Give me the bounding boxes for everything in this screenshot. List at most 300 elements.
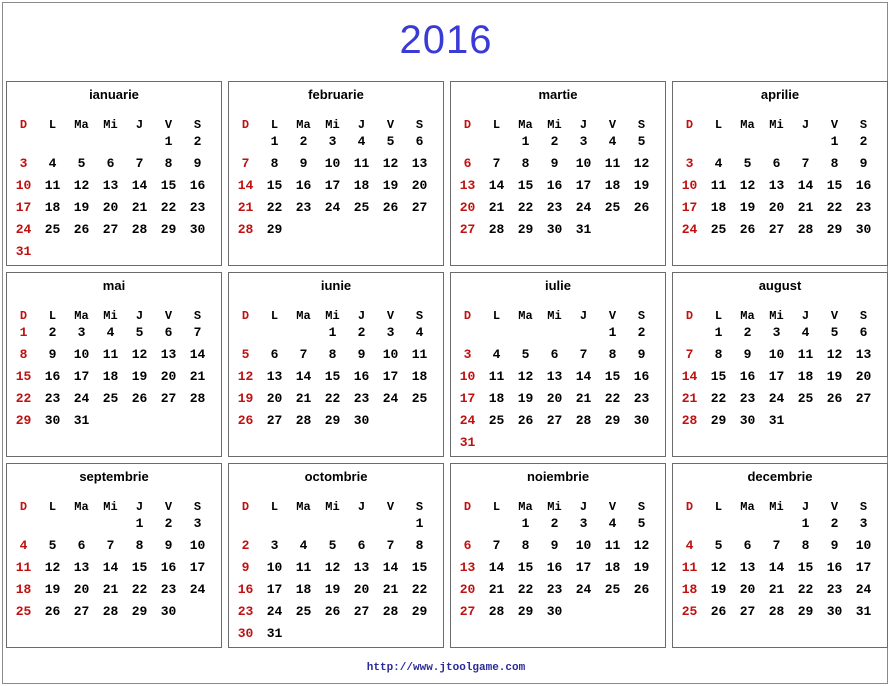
day-cell: 26 xyxy=(633,200,650,215)
weekday-header: J xyxy=(135,500,144,514)
day-cell: 19 xyxy=(131,369,148,384)
day-cell: 6 xyxy=(743,538,752,553)
day-cell: 22 xyxy=(517,582,534,597)
weekday-header: L xyxy=(492,309,501,323)
day-cell: 16 xyxy=(160,560,177,575)
month-aprilie xyxy=(672,81,888,266)
day-cell: 20 xyxy=(160,369,177,384)
day-cell: 12 xyxy=(73,178,90,193)
day-cell: 1 xyxy=(714,325,723,340)
day-cell: 21 xyxy=(488,200,505,215)
weekday-header: S xyxy=(193,118,202,132)
weekday-header: L xyxy=(48,309,57,323)
day-cell: 8 xyxy=(328,347,337,362)
day-cell: 25 xyxy=(681,604,698,619)
day-cell: 20 xyxy=(102,200,119,215)
day-cell: 8 xyxy=(608,347,617,362)
weekday-header: Mi xyxy=(103,500,118,514)
day-cell: 20 xyxy=(546,391,563,406)
day-cell: 9 xyxy=(830,538,839,553)
day-cell: 22 xyxy=(797,582,814,597)
day-cell: 2 xyxy=(550,516,559,531)
day-cell: 9 xyxy=(550,538,559,553)
weekday-header: Mi xyxy=(103,118,118,132)
day-cell: 10 xyxy=(324,156,341,171)
day-cell: 13 xyxy=(855,347,872,362)
month-februarie xyxy=(228,81,444,266)
day-cell: 31 xyxy=(459,435,476,450)
weekday-header: D xyxy=(463,500,472,514)
day-cell: 18 xyxy=(604,178,621,193)
day-cell: 25 xyxy=(604,200,621,215)
day-cell: 25 xyxy=(604,582,621,597)
day-cell: 10 xyxy=(73,347,90,362)
day-cell: 3 xyxy=(685,156,694,171)
day-cell: 29 xyxy=(324,413,341,428)
day-cell: 29 xyxy=(826,222,843,237)
day-cell: 16 xyxy=(546,178,563,193)
weekday-header: Mi xyxy=(769,309,784,323)
day-cell: 2 xyxy=(193,134,202,149)
month-name: octombrie xyxy=(304,469,368,484)
day-cell: 3 xyxy=(193,516,202,531)
day-cell: 11 xyxy=(411,347,428,362)
weekday-header: S xyxy=(637,309,646,323)
day-cell: 5 xyxy=(328,538,337,553)
day-cell: 13 xyxy=(768,178,785,193)
day-cell: 6 xyxy=(357,538,366,553)
day-cell: 4 xyxy=(714,156,723,171)
day-cell: 27 xyxy=(546,413,563,428)
day-cell: 18 xyxy=(681,582,698,597)
weekday-header: S xyxy=(415,118,424,132)
year-title: 2016 xyxy=(399,18,493,62)
weekday-header: S xyxy=(637,118,646,132)
day-cell: 8 xyxy=(714,347,723,362)
day-cell: 19 xyxy=(826,369,843,384)
day-cell: 15 xyxy=(411,560,428,575)
weekday-header: V xyxy=(608,500,617,514)
day-cell: 17 xyxy=(266,582,283,597)
day-cell: 3 xyxy=(328,134,337,149)
day-cell: 10 xyxy=(575,538,592,553)
day-cell: 17 xyxy=(855,560,872,575)
day-cell: 17 xyxy=(681,200,698,215)
day-cell: 4 xyxy=(608,134,617,149)
weekday-header: D xyxy=(241,500,250,514)
day-cell: 13 xyxy=(739,560,756,575)
day-cell: 1 xyxy=(521,516,530,531)
day-cell: 27 xyxy=(459,604,476,619)
day-cell: 20 xyxy=(266,391,283,406)
day-cell: 8 xyxy=(521,538,530,553)
day-cell: 26 xyxy=(382,200,399,215)
day-cell: 26 xyxy=(710,604,727,619)
weekday-header: L xyxy=(48,500,57,514)
day-cell: 14 xyxy=(102,560,119,575)
day-cell: 15 xyxy=(15,369,32,384)
day-cell: 28 xyxy=(237,222,254,237)
month-mai xyxy=(6,272,222,457)
day-cell: 5 xyxy=(743,156,752,171)
weekday-header: V xyxy=(386,309,395,323)
day-cell: 9 xyxy=(637,347,646,362)
month-name: februarie xyxy=(308,87,364,102)
day-cell: 7 xyxy=(772,538,781,553)
day-cell: 28 xyxy=(768,604,785,619)
day-cell: 11 xyxy=(102,347,119,362)
day-cell: 13 xyxy=(459,178,476,193)
day-cell: 21 xyxy=(382,582,399,597)
day-cell: 2 xyxy=(241,538,250,553)
weekday-header: J xyxy=(801,309,810,323)
month-name: ianuarie xyxy=(89,87,139,102)
weekday-header: Ma xyxy=(518,500,533,514)
day-cell: 17 xyxy=(73,369,90,384)
day-cell: 12 xyxy=(382,156,399,171)
day-cell: 24 xyxy=(459,413,476,428)
day-cell: 14 xyxy=(681,369,698,384)
day-cell: 23 xyxy=(633,391,650,406)
day-cell: 4 xyxy=(106,325,115,340)
day-cell: 18 xyxy=(710,200,727,215)
day-cell: 24 xyxy=(855,582,872,597)
day-cell: 21 xyxy=(295,391,312,406)
day-cell: 10 xyxy=(681,178,698,193)
day-cell: 15 xyxy=(604,369,621,384)
footer-link[interactable]: http://www.jtoolgame.com xyxy=(366,662,526,674)
weekday-header: Ma xyxy=(740,309,755,323)
day-cell: 26 xyxy=(131,391,148,406)
day-cell: 23 xyxy=(826,582,843,597)
day-cell: 2 xyxy=(830,516,839,531)
day-cell: 11 xyxy=(797,347,814,362)
day-cell: 7 xyxy=(135,156,144,171)
day-cell: 18 xyxy=(44,200,61,215)
day-cell: 10 xyxy=(382,347,399,362)
weekday-header: S xyxy=(415,309,424,323)
day-cell: 6 xyxy=(550,347,559,362)
day-cell: 1 xyxy=(164,134,173,149)
month-name: aprilie xyxy=(760,87,800,102)
weekday-header: L xyxy=(270,118,279,132)
day-cell: 26 xyxy=(739,222,756,237)
day-cell: 18 xyxy=(488,391,505,406)
day-cell: 18 xyxy=(15,582,32,597)
day-cell: 11 xyxy=(353,156,370,171)
day-cell: 6 xyxy=(859,325,868,340)
day-cell: 29 xyxy=(131,604,148,619)
day-cell: 9 xyxy=(743,347,752,362)
day-cell: 8 xyxy=(164,156,173,171)
day-cell: 29 xyxy=(517,604,534,619)
weekday-header: J xyxy=(135,118,144,132)
day-cell: 3 xyxy=(19,156,28,171)
weekday-header: S xyxy=(193,500,202,514)
day-cell: 7 xyxy=(801,156,810,171)
day-cell: 23 xyxy=(546,200,563,215)
day-cell: 27 xyxy=(266,413,283,428)
day-cell: 14 xyxy=(382,560,399,575)
weekday-header: Ma xyxy=(296,118,311,132)
day-cell: 22 xyxy=(710,391,727,406)
day-cell: 27 xyxy=(411,200,428,215)
day-cell: 28 xyxy=(797,222,814,237)
day-cell: 6 xyxy=(164,325,173,340)
day-cell: 29 xyxy=(710,413,727,428)
weekday-header: Mi xyxy=(547,118,562,132)
day-cell: 6 xyxy=(415,134,424,149)
day-cell: 5 xyxy=(637,516,646,531)
day-cell: 29 xyxy=(160,222,177,237)
weekday-header: J xyxy=(357,309,366,323)
day-cell: 1 xyxy=(135,516,144,531)
day-cell: 5 xyxy=(135,325,144,340)
day-cell: 14 xyxy=(488,178,505,193)
weekday-header: Ma xyxy=(518,118,533,132)
day-cell: 7 xyxy=(106,538,115,553)
day-cell: 14 xyxy=(768,560,785,575)
weekday-header: D xyxy=(463,309,472,323)
weekday-header: Mi xyxy=(547,309,562,323)
weekday-header: J xyxy=(579,118,588,132)
weekday-header: L xyxy=(48,118,57,132)
day-cell: 24 xyxy=(266,604,283,619)
day-cell: 28 xyxy=(295,413,312,428)
day-cell: 24 xyxy=(382,391,399,406)
day-cell: 3 xyxy=(859,516,868,531)
day-cell: 24 xyxy=(15,222,32,237)
day-cell: 4 xyxy=(608,516,617,531)
day-cell: 20 xyxy=(855,369,872,384)
weekday-header: D xyxy=(241,309,250,323)
day-cell: 4 xyxy=(357,134,366,149)
weekday-header: L xyxy=(270,309,279,323)
day-cell: 25 xyxy=(797,391,814,406)
day-cell: 16 xyxy=(826,560,843,575)
day-cell: 15 xyxy=(160,178,177,193)
day-cell: 12 xyxy=(826,347,843,362)
day-cell: 25 xyxy=(710,222,727,237)
weekday-header: D xyxy=(241,118,250,132)
day-cell: 2 xyxy=(859,134,868,149)
day-cell: 13 xyxy=(353,560,370,575)
day-cell: 18 xyxy=(604,560,621,575)
day-cell: 5 xyxy=(48,538,57,553)
day-cell: 22 xyxy=(131,582,148,597)
day-cell: 31 xyxy=(266,626,283,641)
weekday-header: V xyxy=(830,309,839,323)
day-cell: 12 xyxy=(739,178,756,193)
weekday-header: L xyxy=(714,500,723,514)
day-cell: 22 xyxy=(15,391,32,406)
weekday-header: V xyxy=(830,118,839,132)
weekday-header: L xyxy=(714,118,723,132)
weekday-header: D xyxy=(685,309,694,323)
day-cell: 12 xyxy=(131,347,148,362)
day-cell: 20 xyxy=(411,178,428,193)
day-cell: 19 xyxy=(324,582,341,597)
month-name: septembrie xyxy=(79,469,149,484)
weekday-header: Mi xyxy=(103,309,118,323)
weekday-header: V xyxy=(386,500,395,514)
day-cell: 19 xyxy=(633,178,650,193)
day-cell: 27 xyxy=(739,604,756,619)
day-cell: 6 xyxy=(772,156,781,171)
day-cell: 29 xyxy=(604,413,621,428)
day-cell: 7 xyxy=(299,347,308,362)
weekday-header: J xyxy=(357,500,366,514)
day-cell: 27 xyxy=(459,222,476,237)
day-cell: 24 xyxy=(73,391,90,406)
day-cell: 2 xyxy=(637,325,646,340)
day-cell: 30 xyxy=(189,222,206,237)
month-name: martie xyxy=(538,87,578,102)
day-cell: 23 xyxy=(189,200,206,215)
day-cell: 16 xyxy=(237,582,254,597)
month-name: august xyxy=(758,278,802,293)
day-cell: 4 xyxy=(685,538,694,553)
day-cell: 27 xyxy=(73,604,90,619)
day-cell: 19 xyxy=(517,391,534,406)
day-cell: 8 xyxy=(270,156,279,171)
day-cell: 25 xyxy=(15,604,32,619)
day-cell: 25 xyxy=(488,413,505,428)
month-iulie xyxy=(450,272,666,457)
day-cell: 24 xyxy=(324,200,341,215)
day-cell: 22 xyxy=(160,200,177,215)
day-cell: 20 xyxy=(353,582,370,597)
day-cell: 19 xyxy=(73,200,90,215)
day-cell: 30 xyxy=(546,222,563,237)
day-cell: 14 xyxy=(295,369,312,384)
day-cell: 30 xyxy=(739,413,756,428)
day-cell: 10 xyxy=(855,538,872,553)
day-cell: 31 xyxy=(15,244,32,259)
day-cell: 21 xyxy=(797,200,814,215)
day-cell: 23 xyxy=(353,391,370,406)
day-cell: 14 xyxy=(797,178,814,193)
day-cell: 10 xyxy=(459,369,476,384)
day-cell: 1 xyxy=(830,134,839,149)
day-cell: 22 xyxy=(411,582,428,597)
day-cell: 17 xyxy=(575,178,592,193)
day-cell: 16 xyxy=(189,178,206,193)
day-cell: 6 xyxy=(463,538,472,553)
day-cell: 5 xyxy=(714,538,723,553)
day-cell: 11 xyxy=(604,538,621,553)
weekday-header: V xyxy=(164,500,173,514)
day-cell: 27 xyxy=(353,604,370,619)
day-cell: 13 xyxy=(160,347,177,362)
day-cell: 5 xyxy=(830,325,839,340)
day-cell: 7 xyxy=(492,538,501,553)
day-cell: 28 xyxy=(575,413,592,428)
day-cell: 10 xyxy=(15,178,32,193)
day-cell: 2 xyxy=(550,134,559,149)
day-cell: 26 xyxy=(324,604,341,619)
weekday-header: Ma xyxy=(74,118,89,132)
day-cell: 4 xyxy=(492,347,501,362)
weekday-header: Mi xyxy=(325,500,340,514)
day-cell: 26 xyxy=(237,413,254,428)
weekday-header: J xyxy=(579,309,588,323)
weekday-header: L xyxy=(270,500,279,514)
month-name: iunie xyxy=(320,278,352,293)
weekday-header: D xyxy=(685,500,694,514)
day-cell: 12 xyxy=(44,560,61,575)
day-cell: 23 xyxy=(739,391,756,406)
day-cell: 24 xyxy=(768,391,785,406)
day-cell: 4 xyxy=(299,538,308,553)
day-cell: 2 xyxy=(299,134,308,149)
day-cell: 9 xyxy=(357,347,366,362)
day-cell: 9 xyxy=(241,560,250,575)
day-cell: 1 xyxy=(608,325,617,340)
day-cell: 8 xyxy=(135,538,144,553)
day-cell: 8 xyxy=(830,156,839,171)
day-cell: 30 xyxy=(160,604,177,619)
day-cell: 10 xyxy=(768,347,785,362)
day-cell: 14 xyxy=(575,369,592,384)
day-cell: 28 xyxy=(131,222,148,237)
day-cell: 12 xyxy=(633,538,650,553)
day-cell: 27 xyxy=(160,391,177,406)
day-cell: 1 xyxy=(328,325,337,340)
day-cell: 7 xyxy=(193,325,202,340)
weekday-header: Ma xyxy=(740,500,755,514)
day-cell: 16 xyxy=(44,369,61,384)
day-cell: 23 xyxy=(855,200,872,215)
month-name: noiembrie xyxy=(526,469,590,484)
day-cell: 18 xyxy=(797,369,814,384)
day-cell: 16 xyxy=(353,369,370,384)
day-cell: 23 xyxy=(44,391,61,406)
day-cell: 29 xyxy=(411,604,428,619)
day-cell: 11 xyxy=(681,560,698,575)
day-cell: 17 xyxy=(382,369,399,384)
day-cell: 9 xyxy=(193,156,202,171)
weekday-header: S xyxy=(637,500,646,514)
day-cell: 20 xyxy=(73,582,90,597)
month-ianuarie xyxy=(6,81,222,266)
day-cell: 26 xyxy=(826,391,843,406)
day-cell: 12 xyxy=(324,560,341,575)
day-cell: 4 xyxy=(801,325,810,340)
day-cell: 31 xyxy=(855,604,872,619)
day-cell: 17 xyxy=(575,560,592,575)
day-cell: 12 xyxy=(633,156,650,171)
month-septembrie xyxy=(6,463,222,648)
day-cell: 18 xyxy=(411,369,428,384)
day-cell: 17 xyxy=(768,369,785,384)
day-cell: 28 xyxy=(488,222,505,237)
month-decembrie xyxy=(672,463,888,648)
day-cell: 30 xyxy=(237,626,254,641)
day-cell: 23 xyxy=(546,582,563,597)
weekday-header: L xyxy=(492,500,501,514)
day-cell: 21 xyxy=(681,391,698,406)
day-cell: 10 xyxy=(575,156,592,171)
weekday-header: J xyxy=(135,309,144,323)
day-cell: 4 xyxy=(48,156,57,171)
day-cell: 1 xyxy=(270,134,279,149)
weekday-header: V xyxy=(608,309,617,323)
day-cell: 9 xyxy=(299,156,308,171)
day-cell: 26 xyxy=(517,413,534,428)
day-cell: 4 xyxy=(415,325,424,340)
weekday-header: Ma xyxy=(296,309,311,323)
